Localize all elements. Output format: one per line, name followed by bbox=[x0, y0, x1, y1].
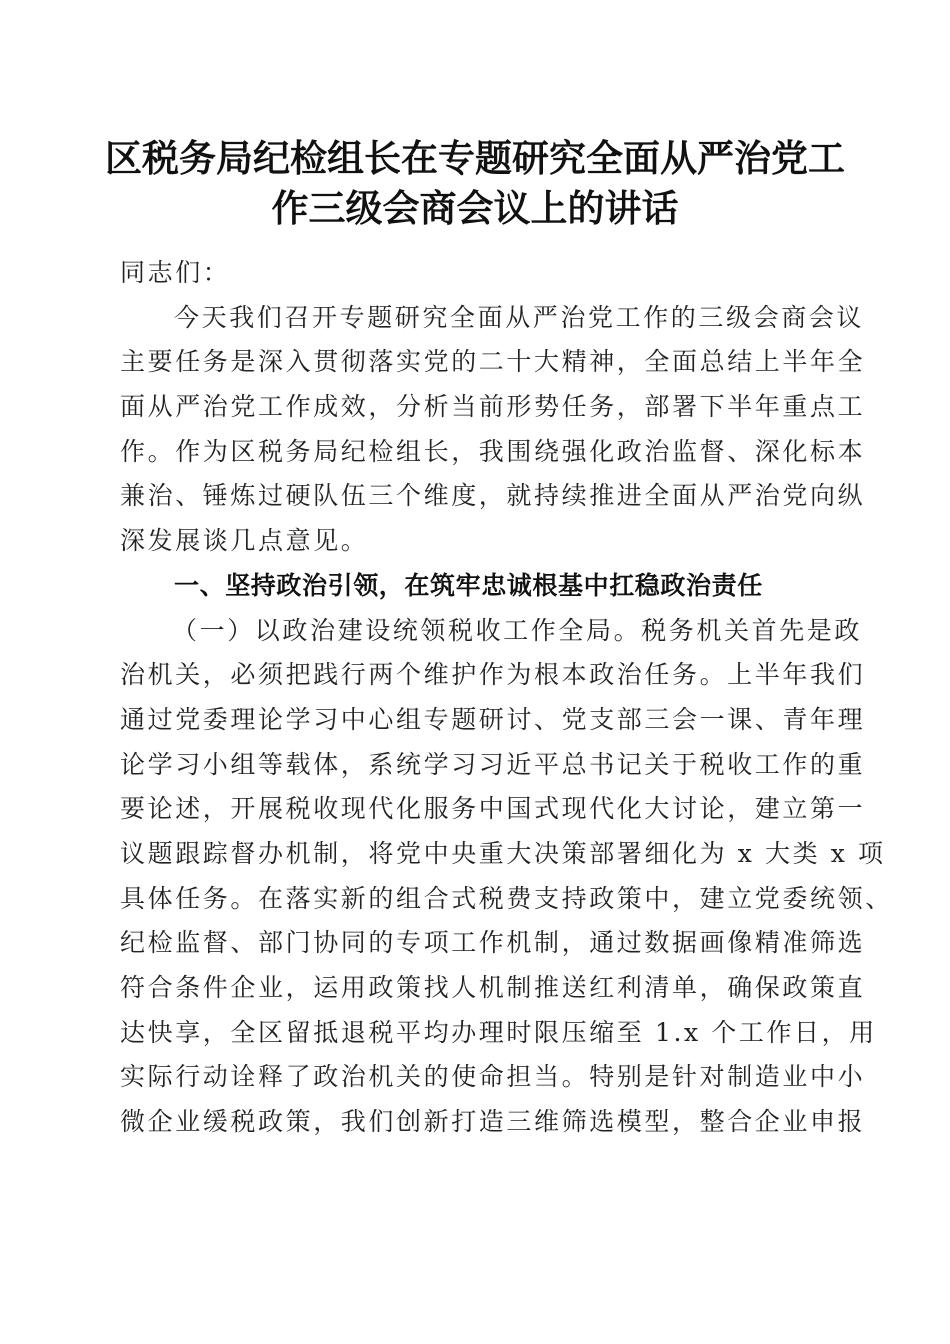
section-line: （一）以政治建设统领税收工作全局。税务机关首先是政 bbox=[172, 615, 863, 645]
section-line: 论学习小组等载体，系统学习习近平总书记关于税收工作的重 bbox=[120, 749, 866, 779]
section-line: 达快享，全区留抵退税平均办理时限压缩至 1.x 个工作日，用 bbox=[120, 1017, 877, 1047]
section-line: 实际行动诠释了政治机关的使命担当。特别是针对制造业中小 bbox=[120, 1062, 866, 1092]
document-body bbox=[120, 251, 893, 1145]
intro-line: 今天我们召开专题研究全面从严治党工作的三级会商会议 bbox=[174, 302, 865, 332]
section-line: 治机关，必须把践行两个维护作为根本政治任务。上半年我们 bbox=[120, 660, 866, 690]
title-line: 作三级会商会议上的讲话 bbox=[271, 186, 679, 230]
section-heading: 一、坚持政治引领，在筑牢忠诚根基中扛稳政治责任 bbox=[174, 570, 763, 600]
salutation: 同志们： bbox=[120, 258, 231, 287]
document-title bbox=[100, 133, 850, 233]
intro-line: 主要任务是深入贯彻落实党的二十大精神，全面总结上半年全 bbox=[120, 347, 866, 377]
intro-line: 兼治、锤炼过硬队伍三个维度，就持续推进全面从严治党向纵 bbox=[120, 481, 866, 511]
intro-line: 作。作为区税务局纪检组长，我围绕强化政治监督、深化标本 bbox=[120, 436, 866, 466]
section-line: 微企业缓税政策，我们创新打造三维筛选模型，整合企业申报 bbox=[120, 1107, 866, 1137]
section-line: 议题跟踪督办机制，将党中央重大决策部署细化为 x 大类 x 项 bbox=[120, 838, 886, 868]
section-line: 要论述，开展税收现代化服务中国式现代化大讨论，建立第一 bbox=[120, 794, 866, 824]
section-line: 具体任务。在落实新的组合式税费支持政策中，建立党委统领、 bbox=[120, 883, 893, 913]
section-line: 通过党委理论学习中心组专题研讨、党支部三会一课、青年理 bbox=[120, 704, 866, 734]
section-line: 纪检监督、部门协同的专项工作机制，通过数据画像精准筛选 bbox=[120, 928, 866, 958]
intro-line: 深发展谈几点意见。 bbox=[120, 526, 369, 556]
intro-line: 面从严治党工作成效，分析当前形势任务，部署下半年重点工 bbox=[120, 392, 866, 422]
section-line: 符合条件企业，运用政策找人机制推送红利清单，确保政策直 bbox=[120, 973, 866, 1002]
title-line: 区税务局纪检组长在专题研究全面从严治党工 bbox=[105, 136, 845, 180]
